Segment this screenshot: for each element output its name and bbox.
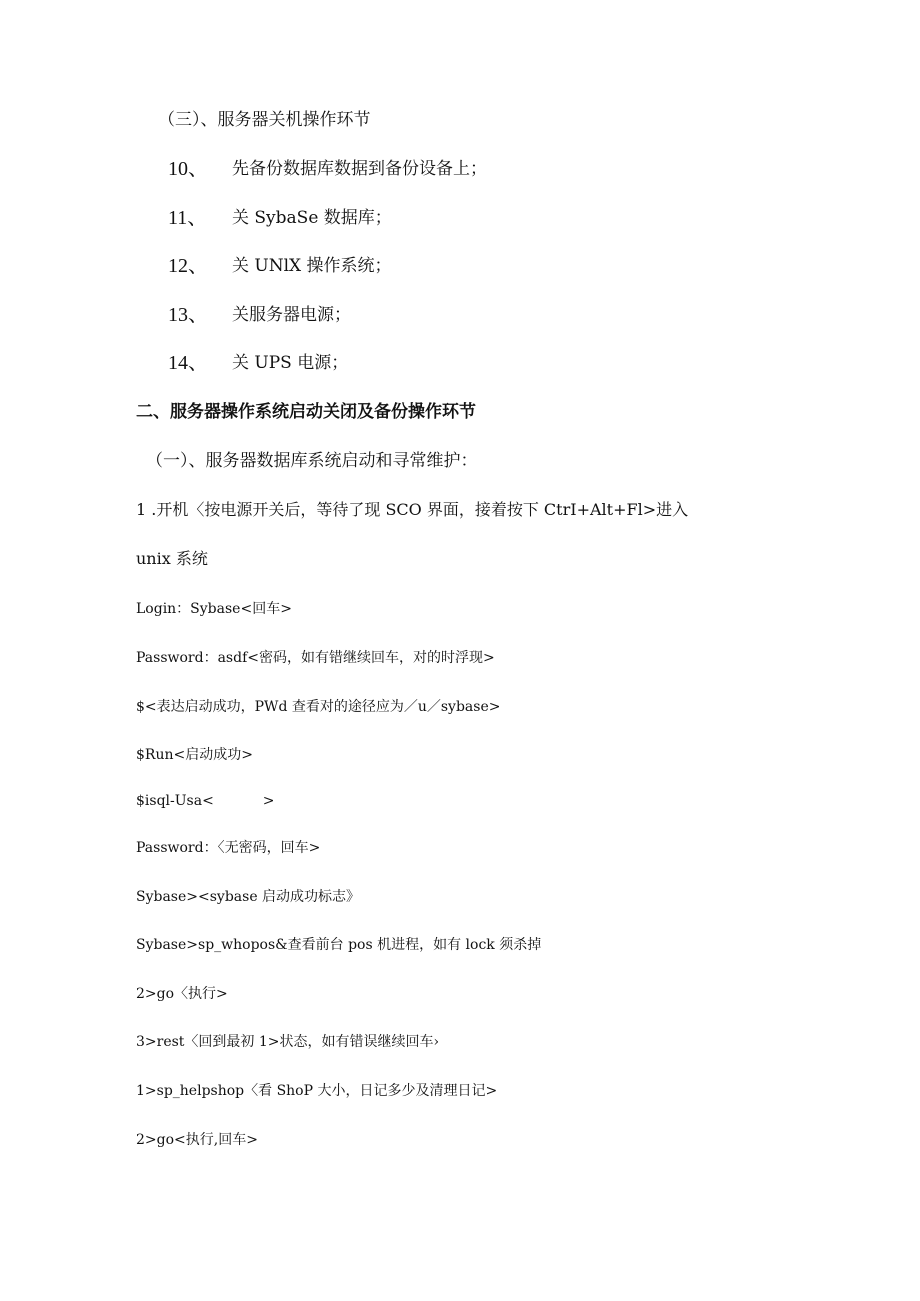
step-text: 关 SybaSe 数据库； (232, 208, 392, 228)
text-line: unix 系统 (136, 549, 208, 568)
step-number: 11、 (168, 207, 208, 229)
step-text: 关 UNlX 操作系统； (232, 256, 392, 276)
chapter-heading: 二、服务器操作系统启动关闭及备份操作环节 (136, 402, 476, 422)
text-line: Password：〈无密码，回车> (136, 840, 321, 856)
text-line: Sybase><sybase 启动成功标志》 (136, 889, 361, 905)
subsection-heading: （一）、服务器数据库系统启动和寻常维护： (146, 451, 478, 471)
text-line: 3>rest〈回到最初 1>状态，如有错误继续回车› (136, 1034, 440, 1050)
text-line: $isql-Usa< > (136, 793, 275, 809)
text-line: $Run<启动成功> (136, 747, 253, 763)
text-line: Password：asdf<密码，如有错继续回车，对的时浮现> (136, 650, 495, 666)
section-heading-shutdown: （三）、服务器关机操作环节 (158, 110, 371, 130)
step-number: 12、 (168, 255, 208, 277)
text-line: $<表达启动成功，PWd 查看对的途径应为／u／sybase> (136, 699, 501, 715)
text-line: 2>go〈执行> (136, 986, 228, 1002)
text-line: 1>sp_helpshop〈看 ShoP 大小，日记多少及清理日记> (136, 1083, 498, 1099)
step-text: 先备份数据库数据到备份设备上； (232, 159, 487, 179)
text-line: 2>go<执行,回车> (136, 1132, 258, 1148)
text-line: Login：Sybase<回车> (136, 601, 292, 617)
step-number: 14、 (168, 352, 208, 374)
step-text: 关 UPS 电源； (232, 353, 349, 373)
step-text: 关服务器电源； (232, 305, 351, 325)
text-line: 1 .开机〈按电源开关后，等待了现 SCO 界面，接着按下 CtrI+Alt+Fl>进入 (136, 500, 689, 519)
step-number: 10、 (168, 158, 208, 180)
text-line: Sybase>sp_whopos&查看前台 pos 机进程，如有 lock 须杀掉 (136, 937, 542, 953)
step-number: 13、 (168, 304, 208, 326)
